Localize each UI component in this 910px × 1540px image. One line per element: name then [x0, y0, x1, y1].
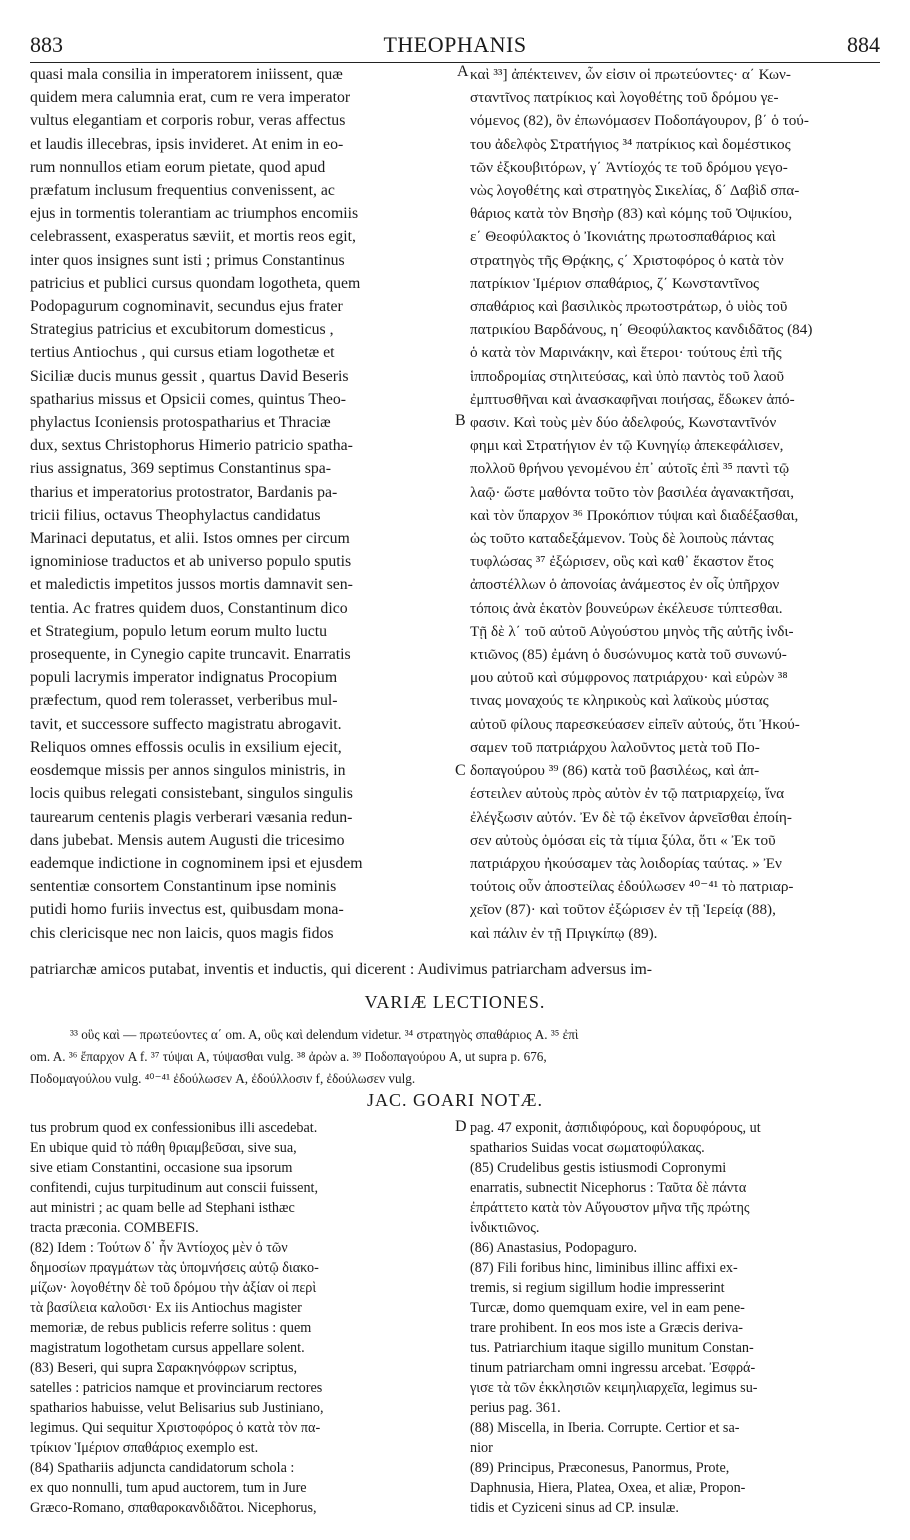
latin-main-column: [30, 63, 452, 945]
latin-text-line: dux, sextus Christophorus Himerio patricio spatha-: [30, 437, 353, 455]
note-line: τὰ βασίλεια καλοῦσι· Ex iis Antiochus magister: [30, 1300, 302, 1316]
note-line: (87) Fili foribus hinc, liminibus illinc affixi ex-: [470, 1260, 738, 1276]
note-line: (89) Principus, Præconesus, Panormus, Prote,: [470, 1460, 730, 1476]
note-line: nior: [470, 1440, 493, 1456]
note-line: memoriæ, de rebus publicis referre solitus : quem: [30, 1320, 312, 1336]
latin-text-line: taurearum centenis plagis verberari væsania redun-: [30, 808, 353, 826]
latin-text-line: eademque indictione in cognominem ipsi et ejusdem: [30, 854, 363, 872]
greek-text-line: σπαθάριος καὶ βασιλικὸς πρωτοστράτωρ, ὁ υἱὸς τοῦ: [470, 298, 788, 316]
latin-text-line: patricius et publici cursus quondam logotheta, quem: [30, 274, 361, 292]
greek-text-line: καὶ τὸν ὕπαρχον ³⁶ Προκόπιον τύψαι καὶ διαδέξασθαι,: [470, 506, 799, 524]
greek-text-line: πατρίκιον Ἱμέριον σπαθάριος, ζ΄ Κωνσταντῖνος: [470, 274, 760, 292]
greek-text-line: ἐλέγξωσιν αὐτόν. Ἐν δὲ τῷ ἐκεῖνον ἀρνεῖσθαι ἐποίη-: [470, 808, 792, 826]
greek-text-line: τινας μοναχούς τε κληρικοὺς καὶ λαϊκοὺς μύστας: [470, 692, 769, 710]
greek-text-line: μου αὐτοῦ καὶ σύμφρονος πατριάρχου· καὶ εὑρὼν ³⁸: [470, 669, 788, 687]
note-line: ἰνδικτιῶνος.: [470, 1220, 540, 1236]
note-line: sive etiam Constantini, occasione sua ipsorum: [30, 1160, 293, 1176]
greek-text-line: δοπαγούρου ³⁹ (86) κατὰ τοῦ βασιλέως, καὶ ἀπ-: [470, 762, 760, 780]
greek-text-line: ἱπποδρομίας στηλιτεύσας, καὶ ὑπὸ παντὸς τοῦ λαοῦ: [470, 367, 784, 385]
greek-text-line: ἐμπτυσθῆναι καὶ ἀνασκαφῆναι ποιήσας, ἔδωκεν ἀπό-: [470, 390, 795, 408]
note-line: tus probrum quod ex confessionibus illi ascedebat.: [30, 1120, 318, 1136]
greek-text-line: σαμεν τοῦ πατριάρχου λαλοῦντος μετὰ τοῦ Πο-: [470, 738, 760, 756]
greek-text-line: Τῇ δὲ λ΄ τοῦ αὐτοῦ Αὐγούστου μηνὸς τῆς αὐτῆς ἰνδι-: [470, 622, 794, 640]
note-line: ἐπράττετο κατὰ τὸν Αὔγουστον μῆνα τῆς πρώτης: [470, 1200, 750, 1216]
latin-text-line: rum nonnullos etiam eorum pietate, quod apud: [30, 158, 326, 176]
greek-text-line: τῶν ἐξκουβιτόρων, γ΄ Ἀντίοχός τε τοῦ δρόμου γεγο-: [470, 158, 788, 176]
greek-text-line: ε΄ Θεοφύλακτος ὁ Ἰκονιάτης πρωτοσπαθάριος καὶ: [470, 228, 776, 246]
note-line: trare prohibent. In eos mos iste a Græcis deriva-: [470, 1320, 744, 1336]
latin-text-line: ignominiose traductos et ab universo populo sputis: [30, 553, 352, 571]
latin-text-line: Siciliæ ducis munus gessit , quartus David Beseris: [30, 367, 349, 385]
latin-text-line: et maledictis impetitos jussos mortis damnavit sen-: [30, 576, 353, 594]
greek-text-line: φημι καὶ Στρατήγιον ἐν τῷ Κυνηγίῳ ἀπεκεφάλισεν,: [470, 437, 784, 455]
goari-notes-heading: JAC. GOARI NOTÆ.: [366, 1090, 543, 1110]
note-line: legimus. Qui sequitur Χριστοφόρος ὁ κατὰ τὸν πα-: [30, 1420, 321, 1436]
latin-text-line: tentia. Ac fratres quidem duos, Constantinum dico: [30, 599, 348, 617]
greek-text-line: θάριος κατὰ τὸν Βησὴρ (83) καὶ κόμης τοῦ Ὀψικίου,: [470, 205, 793, 223]
note-line: Græco-Romano, σπαθαροκανδιδᾶτοι. Nicephorus,: [30, 1500, 317, 1516]
note-line: Daphnusia, Hiera, Platea, Oxea, et aliæ, Propon-: [470, 1480, 746, 1496]
greek-text-line: λαῷ· ὥστε μαθόντα τοῦτο τὸν βασιλέα ἀγανακτῆσαι,: [470, 483, 795, 501]
latin-text-line: Podopagurum cognominavit, secundus ejus frater: [30, 298, 343, 316]
right-page-number: 884: [847, 32, 880, 57]
greek-text-line: καὶ πάλιν ἐν τῇ Πριγκίπῳ (89).: [470, 924, 658, 942]
note-line: aut ministri ; ac quam belle ad Stephani isthæc: [30, 1200, 295, 1216]
note-line: μίζων· λογοθέτην δὲ τοῦ δρόμου τὴν ἀξίαν οἱ περὶ: [30, 1280, 317, 1296]
greek-text-line: του ἀδελφὸς Στρατήγιος ³⁴ πατρίκιος καὶ δομέστικος: [470, 135, 791, 153]
variae-lectiones-text: [30, 1024, 882, 1090]
latin-text-line: phylactus Iconiensis protospatharius et Thraciæ: [30, 414, 331, 432]
greek-text-line: φασιν. Καὶ τοὺς μὲν δύο ἀδελφούς, Κωνσταντῖνόν: [470, 414, 777, 432]
latin-text-line: populi lacrymis imperator indignatus Procopium: [30, 669, 338, 687]
latin-text-line: rius assignatus, 369 septimus Constantinus spa-: [30, 460, 332, 478]
latin-text-line: et Strategium, populo letum eorum multo luctu: [30, 622, 328, 640]
note-line: (83) Beseri, qui supra Σαρακηνόφρων scriptus,: [30, 1360, 298, 1376]
latin-text-line: sententiæ consortem Constantinum ipse nominis: [30, 878, 337, 896]
latin-text-line: et laudis illecebras, ipsis invideret. At enim in eo-: [30, 135, 344, 153]
note-line: tidis et Cyziceni sinus ad CP. insulæ.: [470, 1500, 679, 1516]
variant-reading-line: Ποδομαγούλου vulg. ⁴⁰⁻⁴¹ ἐδούλωσεν A, ἐδούλλοσιν f, ἐδούλωσεν vulg.: [30, 1071, 416, 1086]
greek-text-line: σταντῖνος πατρίκιος καὶ λογοθέτης τοῦ δρόμου γε-: [470, 89, 779, 107]
latin-text-line: Strategius patricius et excubitorum domesticus ,: [30, 321, 334, 339]
note-line: spatharios habuisse, velut Belisarius sub Justiniano,: [30, 1400, 324, 1416]
greek-text-line: νὼς λογοθέτης καὶ στρατηγὸς Σικελίας, δ΄ Δαβὶδ σπα-: [470, 182, 800, 200]
latin-text-line: inter quos insignes sunt isti ; primus Constantinus: [30, 251, 345, 269]
latin-text-line: tertius Antiochus , qui cursus etiam logothetæ et: [30, 344, 335, 362]
main-text-last-line: patriarchæ amicos putabat, inventis et inductis, qui dicerent : Audivimus patriarcham adversus im-: [30, 961, 653, 978]
note-line: ex quo nonnulli, tum apud auctorem, tum in Jure: [30, 1480, 307, 1496]
latin-text-line: præfectum, quod rem tolerasset, verberibus mul-: [30, 692, 338, 710]
greek-text-line: τόποις ἀνὰ ἑκατὸν βουνεύρων ἐκέλευσε τύπτεσθαι.: [470, 599, 783, 617]
latin-text-line: tharius et imperatorius protostrator, Bardanis pa-: [30, 483, 338, 501]
note-line: tinum patriarcham omni ingressu arcebat. Ἐσφρά-: [470, 1360, 756, 1376]
latin-text-line: spatharius missus et Opsicii comes, quintus Theo-: [30, 390, 347, 408]
greek-main-column: [470, 63, 882, 945]
margin-letter-d: D: [455, 1118, 467, 1135]
note-line: tus. Patriarchium itaque sigillo munitum Constan-: [470, 1340, 754, 1356]
note-line: confitendi, cujus turpitudinum aut conscii fuissent,: [30, 1180, 319, 1196]
latin-text-line: prosequente, in Cynegio capite truncavit. Enarratis: [30, 646, 351, 664]
note-line: δημοσίων πραγμάτων τὰς ὑπομνήσεις αὐτῷ διακο-: [30, 1260, 319, 1276]
latin-text-line: Marinaci deputatus, et alii. Istos omnes per circum: [30, 530, 350, 548]
greek-text-line: αὐτοῦ φίλους παρεσκεύασεν εἰπεῖν αὐτούς, ὅτι Ἠκού-: [470, 715, 800, 733]
note-line: magistratum logothetam cursus appellare solent.: [30, 1340, 305, 1356]
greek-text-line: στρατηγὸς τῆς Θρᾴκης, ς΄ Χριστοφόρος ὁ κατὰ τὸν: [470, 251, 784, 269]
variae-lectiones-heading: VARIÆ LECTIONES.: [364, 992, 546, 1012]
greek-text-line: ἀποστέλλων ὁ ἀπονοίας ἀνάμεστος ἐν οἷς ὑπῆρχον: [470, 576, 780, 594]
greek-text-line: έστειλεν αὐτοὺς πρὸς αὐτὸν ἐν τῷ πατριαρχείῳ, ἵνα: [470, 785, 785, 803]
margin-letter-a: A: [457, 63, 469, 80]
note-line: tracta præconia. COMBEFIS.: [30, 1220, 199, 1236]
latin-text-line: Reliquos omnes effossis oculis in exsilium ejecit,: [30, 738, 342, 756]
latin-text-line: putidi homo furiis invectus est, quibusdam mona-: [30, 901, 344, 919]
greek-text-line: χεῖον (87)· καὶ τοῦτον ἐξώρισεν ἐν τῇ Ἱερείᾳ (88),: [470, 901, 776, 919]
note-line: En ubique quid τὸ πάθη θριαμβεῦσαι, sive sua,: [30, 1140, 297, 1156]
note-line: (82) Idem : Τούτων δ᾽ ἦν Ἀντίοχος μὲν ὁ τῶν: [30, 1240, 288, 1256]
margin-letter-c: C: [455, 762, 466, 779]
latin-text-line: præfatum inclusum frequentius convenissent, ac: [30, 182, 335, 200]
note-line: spatharios Suidas vocat σωματοφύλακας.: [470, 1140, 705, 1156]
latin-text-line: chis clericisque nec non laicis, quos magis fidos: [30, 924, 334, 942]
greek-text-line: σεν αὐτοὺς ὀμόσαι εἰς τὰ τίμια ξύλα, ὅτι « Ἐκ τοῦ: [470, 831, 776, 849]
greek-text-line: κτιῶνος (85) ἐμάνη ὁ δυσώνυμος κατὰ τοῦ συνωνύ-: [470, 646, 787, 664]
notes-left-column: [30, 1118, 455, 1518]
note-line: Turcæ, domo quemquam exire, vel in eam pene-: [470, 1300, 745, 1316]
note-line: pag. 47 exponit, ἀσπιδιφόρους, καὶ δορυφόρους, ut: [470, 1120, 761, 1136]
latin-text-line: ejus in tormentis tolerantiam ac triumphos encomiis: [30, 205, 359, 223]
margin-letter-b: B: [455, 412, 466, 429]
note-line: perius pag. 361.: [470, 1400, 561, 1416]
note-line: satelles : patricios namque et provinciarum rectores: [30, 1380, 323, 1396]
greek-text-line: καὶ ³³] ἀπέκτεινεν, ὧν εἰσιν οἱ πρωτεύοντες· α΄ Κων-: [470, 66, 791, 83]
latin-text-line: tavit, et successore suffecto magistratu abrogavit.: [30, 715, 342, 733]
latin-text-line: quasi mala consilia in imperatorem iniissent, quæ: [30, 66, 343, 83]
note-line: (86) Anastasius, Podopaguro.: [470, 1240, 638, 1256]
note-line: (88) Miscella, in Iberia. Corrupte. Certior et sa-: [470, 1420, 740, 1436]
note-line: (84) Spathariis adjuncta candidatorum schola :: [30, 1460, 295, 1476]
latin-text-line: eosdemque missis per annos singulos ministris, in: [30, 762, 346, 780]
greek-text-line: πατριάρχου ἠκούσαμεν τὰς λοιδορίας ταύτας. » Ἐν: [470, 854, 782, 872]
greek-text-line: πατρικίου Βαρδάνους, η΄ Θεοφύλακτος κανδιδᾶτος (84): [470, 321, 813, 339]
running-title: THEOPHANIS: [383, 32, 527, 57]
variant-reading-line: ³³ οὓς καὶ — πρωτεύοντες α΄ om. A, οὓς καὶ delendum videtur. ³⁴ στρατηγὸς σπαθάριος A. ³⁵ ἐπὶ: [70, 1027, 579, 1042]
latin-text-line: quidem mera calumnia erat, cum re vera imperator: [30, 89, 351, 107]
latin-text-line: vultus elegantiam et corporis robur, veras affectus: [30, 112, 346, 130]
greek-text-line: τούτοις οὖν ἀποστείλας ἐδούλωσεν ⁴⁰⁻⁴¹ τὸ πατριαρ-: [470, 878, 794, 896]
latin-text-line: tricii filius, octavus Theophylactus candidatus: [30, 506, 321, 524]
note-line: tremis, si regium sigillum hodie impresserint: [470, 1280, 725, 1296]
latin-text-line: celebrassent, exasperatus sæviit, et mortis reos egit,: [30, 228, 356, 246]
note-line: γισε τὰ τῶν ἐκκλησιῶν κειμηλιαρχεῖα, legimus su-: [470, 1380, 758, 1396]
greek-text-line: πολλοῦ θρήνου γενομένου ἐπ᾽ αὐτοῖς ἐπὶ ³⁵ παντὶ τῷ: [470, 460, 790, 478]
note-line: (85) Crudelibus gestis istiusmodi Copronymi: [470, 1160, 727, 1176]
left-page-number: 883: [30, 32, 63, 57]
note-line: τρίκιον Ἱμέριον σπαθάριος exemplo est.: [30, 1440, 259, 1456]
page-header: [30, 28, 880, 62]
variant-reading-line: om. A. ³⁶ ἔπαρχον A f. ³⁷ τύψαι A, τύψασθαι vulg. ³⁸ ἀρὼν a. ³⁹ Ποδοπαγούρου A, ut supra p. 676,: [30, 1049, 547, 1064]
greek-text-line: τυφλώσας ³⁷ ἐξώρισεν, οὓς καὶ καθ᾽ ἕκαστον ἔτος: [470, 553, 774, 571]
greek-text-line: νόμενος (82), ὃν ἐπωνόμασεν Ποδοπάγουρον, β΄ ὁ τού-: [470, 112, 809, 130]
latin-text-line: dans jubebat. Mensis autem Augusti die tricesimo: [30, 831, 345, 849]
latin-text-line: locis quibus relegati consistebant, singulos singulis: [30, 785, 353, 803]
greek-text-line: ὁ κατὰ τὸν Μαρινάκην, καὶ ἕτεροι· τούτους ἐπὶ τῆς: [470, 344, 782, 362]
notes-right-column: [470, 1118, 882, 1518]
note-line: enarratis, subnectit Nicephorus : Ταῦτα δὲ πάντα: [470, 1180, 747, 1196]
greek-text-line: ὡς τοῦτο καταδεξάμενον. Τοὺς δὲ λοιποὺς πάντας: [470, 530, 774, 548]
